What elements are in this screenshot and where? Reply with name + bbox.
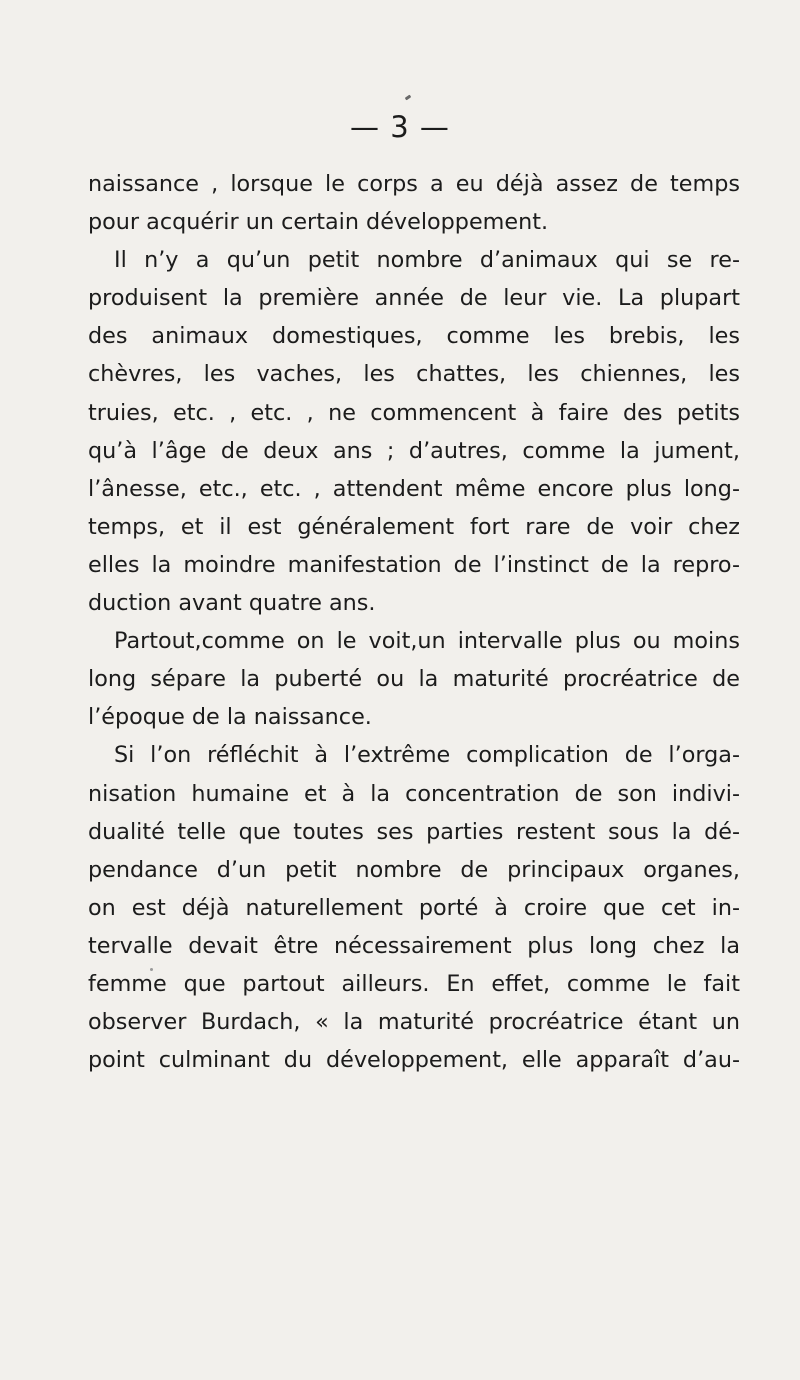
text-line: truies, etc. , etc. , ne commencent à faire des petits — [88, 399, 740, 426]
text-line: pour acquérir un certain développement. — [88, 209, 549, 236]
text-line: chèvres, les vaches, les chattes, les chiennes, les — [88, 361, 740, 388]
text-line: nisation humaine et à la concentration de son indivi- — [88, 780, 740, 807]
text-line: elles la moindre manifestation de l’instinct de la repro- — [88, 551, 740, 578]
text-line: dualité telle que toutes ses parties restent sous la dé- — [88, 818, 740, 845]
text-line: produisent la première année de leur vie. La plupart — [88, 285, 740, 312]
text-line: Si l’on réfléchit à l’extrême complication de l’orga- — [114, 742, 740, 769]
text-line: pendance d’un petit nombre de principaux organes, — [88, 856, 740, 883]
text-line: Partout,comme on le voit,un intervalle plus ou moins — [114, 628, 740, 655]
text-line: naissance , lorsque le corps a eu déjà assez de temps — [88, 171, 740, 197]
text-line: long sépare la puberté ou la maturité procréatrice de — [88, 666, 740, 693]
text-line: l’époque de la naissance. — [88, 704, 372, 731]
text-line: temps, et il est généralement fort rare de voir chez — [88, 513, 740, 540]
text-line: tervalle devait être nécessairement plus long chez la — [88, 932, 740, 959]
text-line: observer Burdach, « la maturité procréatrice étant un — [88, 1009, 740, 1036]
text-line: point culminant du développement, elle apparaît d’au- — [88, 1047, 740, 1074]
ink-speck — [405, 95, 412, 101]
text-line: qu’à l’âge de deux ans ; d’autres, comme la jument, — [88, 437, 740, 464]
text-line: on est déjà naturellement porté à croire que cet in- — [88, 894, 740, 921]
page-number: — 3 — — [350, 110, 450, 144]
text-line: l’ânesse, etc., etc. , attendent même encore plus long- — [88, 475, 740, 502]
body-text — [88, 165, 740, 1079]
text-line: Il n’y a qu’un petit nombre d’animaux qui se re- — [114, 247, 740, 274]
text-line: duction avant quatre ans. — [88, 590, 376, 617]
text-line: femme que partout ailleurs. En effet, comme le fait — [88, 970, 740, 997]
text-line: des animaux domestiques, comme les brebis, les — [88, 323, 740, 350]
paper-blemish — [150, 968, 153, 971]
